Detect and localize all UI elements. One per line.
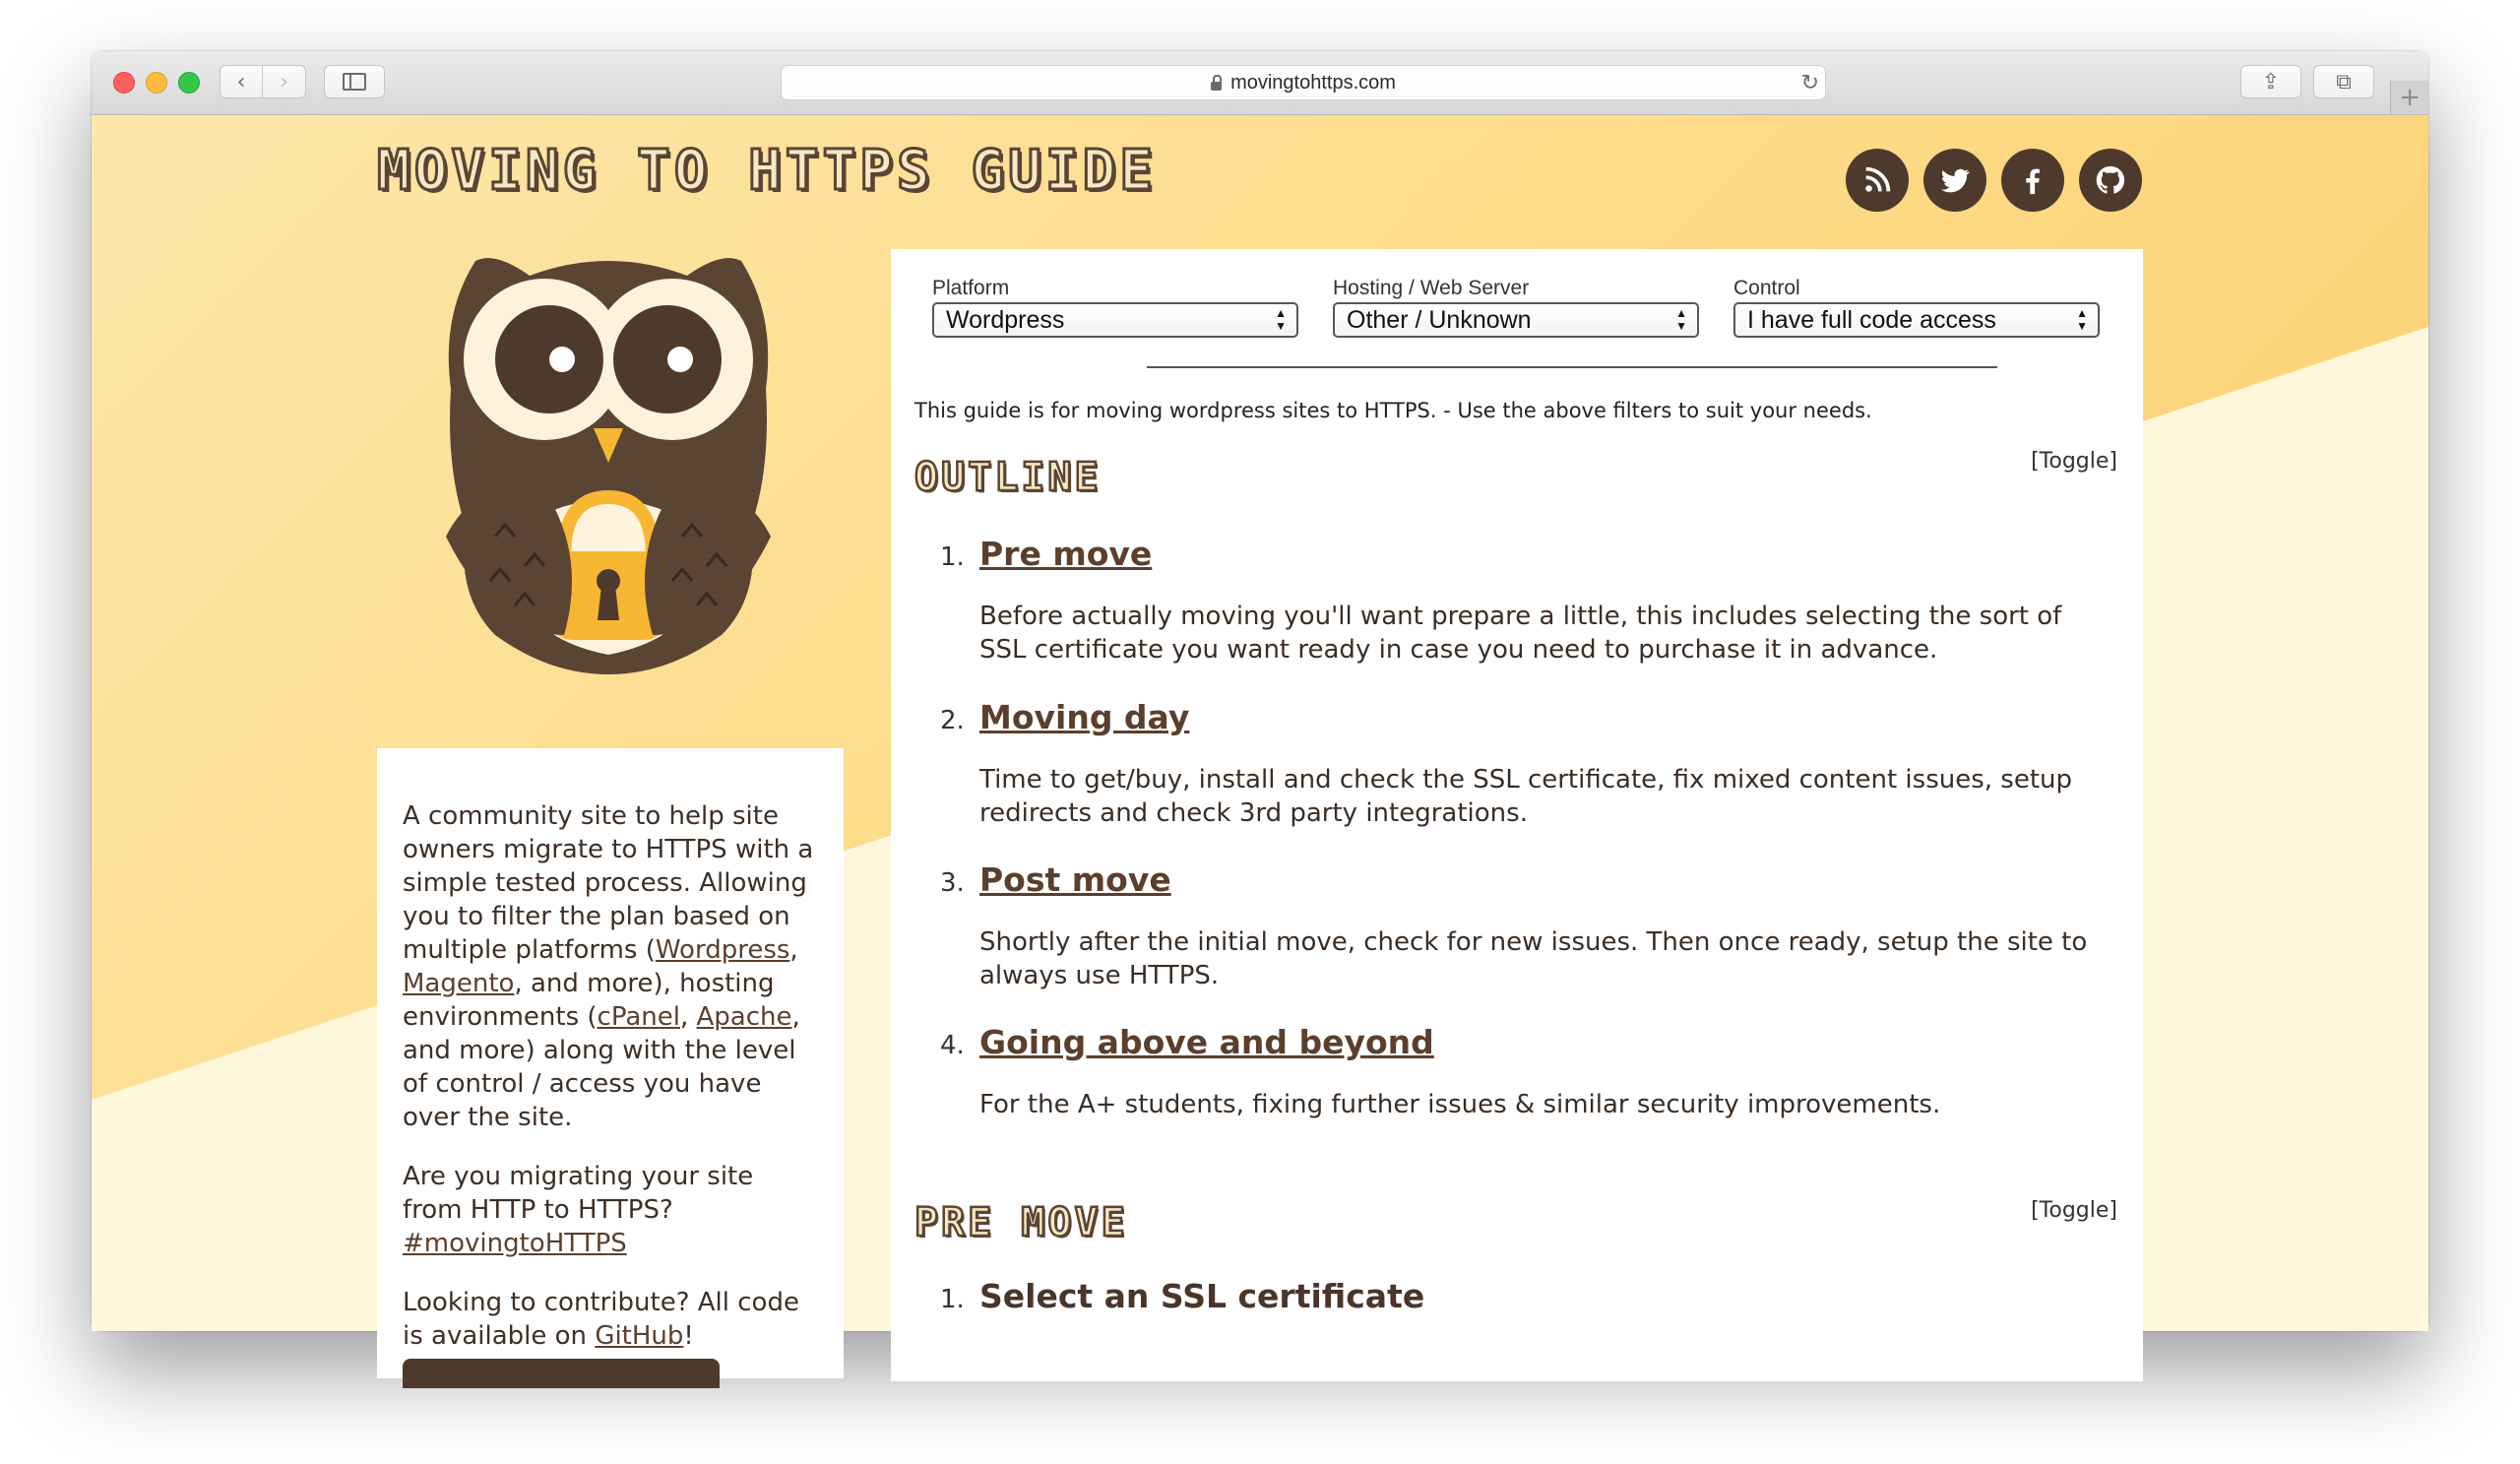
hosting-select[interactable] [1333,302,1699,338]
platform-filter [932,277,1298,338]
control-filter [1733,277,2100,338]
share-button[interactable] [2240,65,2301,98]
hashtag-link[interactable]: #movingtoHTTPS [403,1229,627,1258]
facebook-link[interactable] [2001,149,2064,212]
lock-icon [1211,82,1222,91]
step-link-above-beyond[interactable]: Going above and beyond [979,1023,1434,1061]
chevron-right-icon: › [280,69,288,95]
platform-value: Wordpress [946,305,1065,334]
about-button[interactable] [403,1359,720,1388]
about-text: , and more) along with the level of control / access you have over the site. [403,1002,800,1132]
hosting-filter [1333,277,1699,338]
about-text: , [679,1002,697,1032]
select-arrows-icon: ▲ ▼ [1275,306,1287,333]
contribute-text: Looking to contribute? All code is available on [403,1288,799,1351]
reload-icon[interactable]: ↻ [1800,70,1819,95]
step-number: 4. [940,1031,965,1060]
owl-logo [436,241,781,674]
sidebar-icon [343,73,366,91]
close-window-button[interactable] [113,72,135,94]
guide-content [891,249,2143,1381]
hosting-label: Hosting / Web Server [1333,277,1530,299]
github-icon [2094,163,2127,197]
chevron-left-icon: ‹ [236,69,246,95]
intro-text: This guide is for moving wordpress sites to HTTPS. - Use the above filters to suit your needs. [914,399,1872,422]
platform-label: Platform [932,277,1010,299]
step-number: 1. [940,1285,965,1314]
select-arrows-icon: ▲ ▼ [1675,306,1687,333]
site-title[interactable]: MOVING TO HTTPS GUIDE [377,139,1158,203]
web-page [92,115,2428,1351]
platform-select[interactable] [932,302,1298,338]
select-arrows-icon: ▲ ▼ [2076,306,2088,333]
premove-toggle[interactable]: [Toggle] [2031,1198,2117,1223]
apache-link[interactable]: Apache [696,1002,792,1032]
twitter-link[interactable] [1923,149,1986,212]
hosting-value: Other / Unknown [1347,305,1532,334]
back-button[interactable] [220,65,263,98]
facebook-icon [2016,163,2049,197]
about-text: , [789,935,798,965]
rss-icon [1860,163,1894,197]
nav-buttons [220,65,306,98]
minimize-window-button[interactable] [146,72,167,94]
address-bar[interactable] [781,65,1826,100]
about-text: , and more), hosting environments ( [403,969,775,1032]
browser-window [92,51,2428,1351]
about-description [403,799,818,1134]
cpanel-link[interactable]: cPanel [597,1002,680,1032]
control-label: Control [1733,277,1800,299]
step-description: Time to get/buy, install and check the SSL certificate, fix mixed content issues, setup redirects and check 3rd party integrations. [979,765,2073,828]
step-link-post-move[interactable]: Post move [979,860,1171,899]
control-select[interactable] [1733,302,2100,338]
wordpress-link[interactable]: Wordpress [655,935,790,965]
step-number: 1. [940,542,965,572]
step-number: 3. [940,868,965,898]
step-description: For the A+ students, fixing further issues & similar security improvements. [979,1090,1941,1119]
tabs-button[interactable] [2313,65,2374,98]
step-number: 2. [940,706,965,735]
about-question: Are you migrating your site from HTTP to HTTPS? [403,1162,754,1225]
step-link-moving-day[interactable]: Moving day [979,698,1190,736]
outline-toggle[interactable]: [Toggle] [2031,449,2117,474]
forward-button[interactable] [263,65,306,98]
control-value: I have full code access [1747,305,1996,334]
premove-heading: PRE MOVE [914,1200,1128,1245]
sidebar-button[interactable] [324,65,385,98]
step-description: Shortly after the initial move, check for new issues. Then once ready, setup the site to always use HTTPS. [979,927,2088,990]
about-panel [377,748,844,1378]
tabs-icon: ⧉ [2336,69,2352,95]
url-text: movingtohttps.com [1230,71,1396,94]
about-text: A community site to help site owners migrate to HTTPS with a simple tested process. Allowing you to filter the plan based on multiple platforms ( [403,801,814,965]
step-description: Before actually moving you'll want prepare a little, this includes selecting the sort of SSL certificate you want ready in case you need to purchase it in advance. [979,602,2062,665]
twitter-icon [1938,163,1972,197]
about-contribute-paragraph [403,1286,818,1353]
github-text-link[interactable]: GitHub [595,1321,684,1351]
step-link-pre-move[interactable]: Pre move [979,535,1153,573]
new-tab-button[interactable] [2390,81,2428,114]
contribute-end: ! [683,1321,694,1351]
outline-heading: OUTLINE [914,455,1102,500]
github-link[interactable] [2079,149,2142,212]
browser-toolbar [92,51,2428,115]
zoom-window-button[interactable] [178,72,200,94]
plus-icon: + [2399,83,2421,112]
premove-step-title: Select an SSL certificate [979,1277,1425,1315]
about-hashtag-paragraph [403,1160,818,1260]
magento-link[interactable]: Magento [403,969,515,998]
rss-link[interactable] [1846,149,1909,212]
share-icon: ⇪ [2261,69,2281,95]
filter-divider [1147,366,1997,368]
